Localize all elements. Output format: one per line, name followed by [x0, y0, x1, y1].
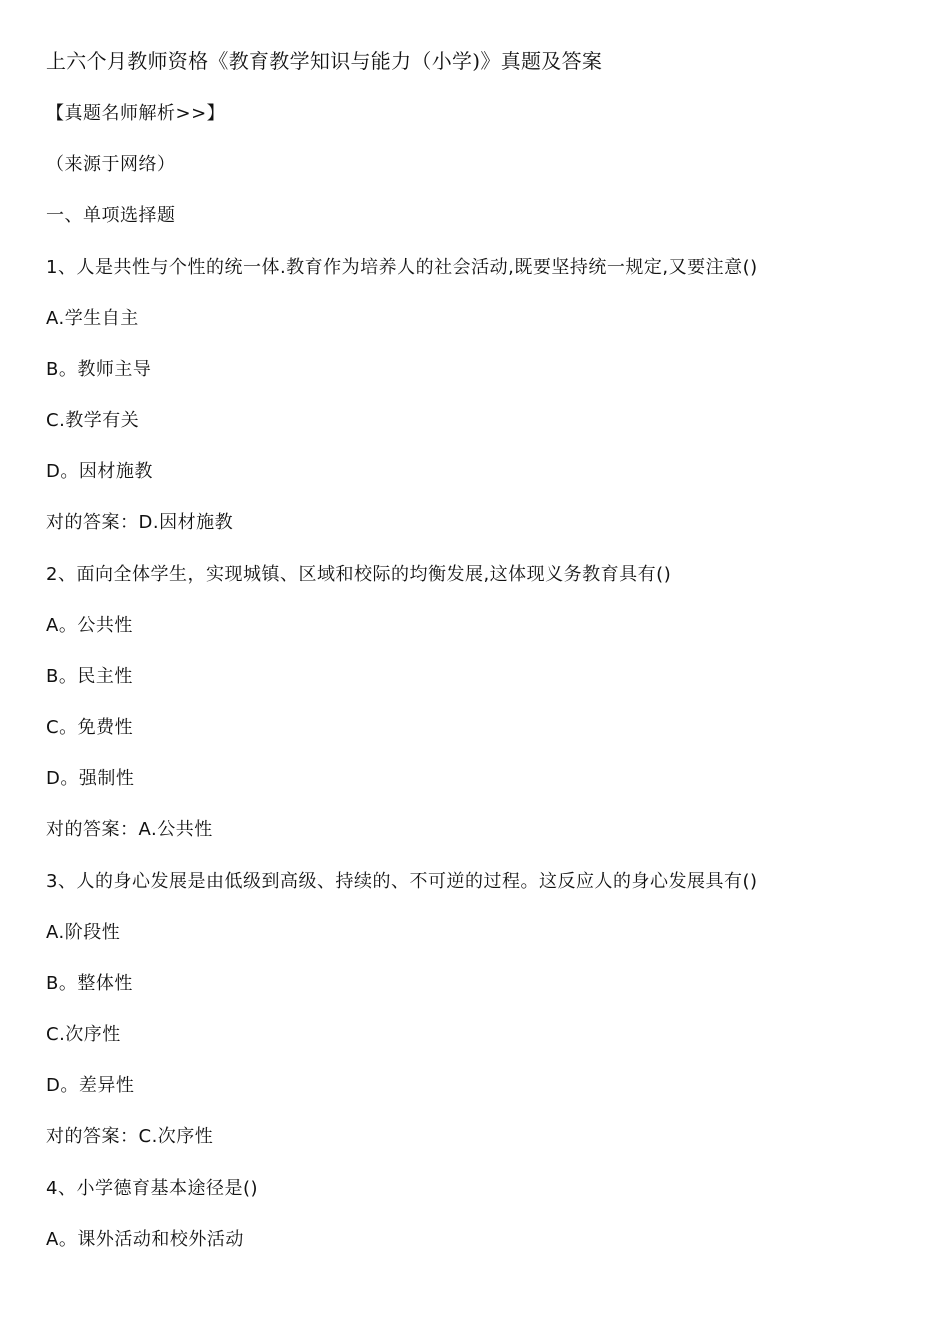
option-d: D。差异性: [46, 1075, 135, 1096]
option-d: D。强制性: [46, 768, 135, 789]
section-heading: 一、单项选择题: [46, 205, 176, 226]
option-a: A.阶段性: [46, 922, 121, 943]
option-a: A.学生自主: [46, 308, 139, 329]
option-a: A。公共性: [46, 615, 133, 636]
question-stem: 1、人是共性与个性的统一体.教育作为培养人的社会活动,既要坚持统一规定,又要注意(): [46, 257, 758, 278]
option-b: B。民主性: [46, 666, 133, 687]
option-b: B。整体性: [46, 973, 133, 994]
option-b: B。教师主导: [46, 359, 152, 380]
source-note: （来源于网络）: [46, 154, 176, 175]
option-d: D。因材施教: [46, 461, 153, 482]
option-c: C.次序性: [46, 1024, 121, 1045]
question-stem: 4、小学德育基本途径是(): [46, 1178, 258, 1199]
answer-line: 对的答案：A.公共性: [46, 819, 213, 840]
option-c: C。免费性: [46, 717, 134, 738]
option-c: C.教学有关: [46, 410, 140, 431]
question-stem: 3、人的身心发展是由低级到高级、持续的、不可逆的过程。这反应人的身心发展具有(): [46, 871, 758, 892]
document-title: 上六个月教师资格《教育教学知识与能力（小学)》真题及答案: [46, 49, 603, 73]
banner-link[interactable]: 【真题名师解析>>】: [46, 103, 226, 124]
answer-line: 对的答案：D.因材施教: [46, 512, 234, 533]
question-stem: 2、面向全体学生，实现城镇、区域和校际的均衡发展,这体现义务教育具有(): [46, 564, 672, 585]
option-a: A。课外活动和校外活动: [46, 1229, 244, 1250]
answer-line: 对的答案：C.次序性: [46, 1126, 214, 1147]
